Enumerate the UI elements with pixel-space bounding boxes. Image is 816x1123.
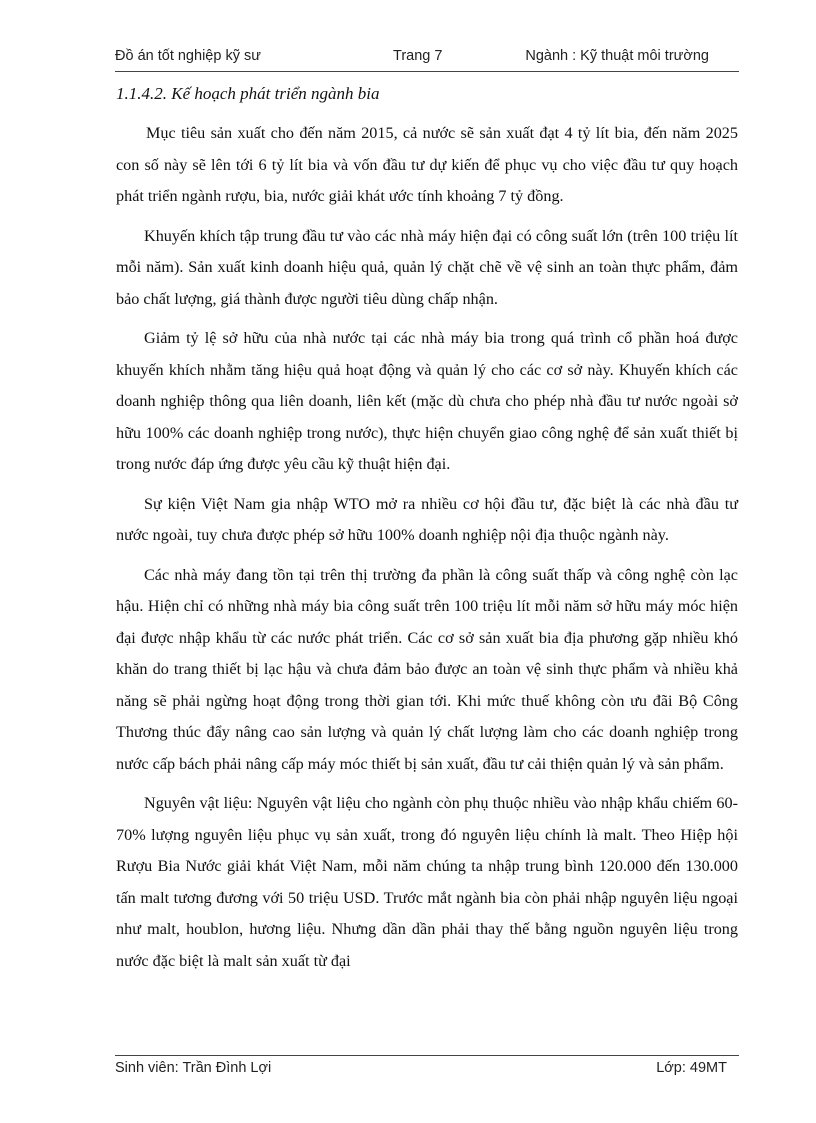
page-header [115, 48, 739, 70]
page-footer [115, 1060, 739, 1082]
header-page-number: Trang 7 [393, 48, 443, 64]
document-body [116, 118, 738, 985]
paragraph: Sự kiện Việt Nam gia nhập WTO mở ra nhiều cơ hội đầu tư, đặc biệt là các nhà đầu tư nước ngoài, tuy chưa được phép sở hữu 100% doanh nghiệp nội địa thuộc ngành này. [116, 494, 738, 544]
footer-student-name: Sinh viên: Trần Đình Lợi [115, 1060, 272, 1076]
paragraph: Nguyên vật liệu: Nguyên vật liệu cho ngành còn phụ thuộc nhiều vào nhập khẩu chiếm 60-70% lượng nguyên liệu phục vụ sản xuất, trong đó nguyên liệu chính là malt. Theo Hiệp hội Rượu Bia Nước giải khát Việt Nam, mỗi năm chúng ta nhập trung bình 120.000 đến 130.000 tấn malt tương đương với 50 triệu USD. Trước mắt ngành bia còn phải nhập nguyên liệu ngoại như malt, houblon, hương liệu. Nhưng dần dần phải thay thế bằng nguồn nguyên liệu trong nước đặc biệt là malt sản xuất từ đại [116, 794, 738, 970]
paragraph: Mục tiêu sản xuất cho đến năm 2015, cả nước sẽ sản xuất đạt 4 tỷ lít bia, đến năm 2025 con số này sẽ lên tới 6 tỷ lít bia và vốn đầu tư dự kiến để phục vụ cho việc đầu tư quy hoạch phát triển ngành rượu, bia, nước giải khát ước tính khoảng 7 tỷ đồng. [116, 124, 738, 205]
section-title: 1.1.4.2. Kế hoạch phát triển ngành bia [116, 84, 380, 103]
paragraph: Các nhà máy đang tồn tại trên thị trường đa phần là công suất thấp và công nghệ còn lạc hậu. Hiện chỉ có những nhà máy bia công suất trên 100 triệu lít mỗi năm sở hữu máy móc hiện đại được nhập khẩu từ các nước phát triển. Các cơ sở sản xuất bia địa phương gặp nhiều khó khăn do trang thiết bị lạc hậu và chưa đảm bảo được an toàn vệ sinh thực phẩm và nhiều khả năng sẽ phải ngừng hoạt động trong thời gian tới. Khi mức thuế không còn ưu đãi Bộ Công Thương thúc đẩy nâng cao sản lượng và quản lý chất lượng làm cho các doanh nghiệp trong nước cấp bách phải nâng cấp máy móc thiết bị sản xuất, đầu tư cải thiện quản lý và sản phẩm. [116, 565, 738, 773]
paragraph: Giảm tỷ lệ sở hữu của nhà nước tại các nhà máy bia trong quá trình cổ phần hoá được khuyến khích nhằm tăng hiệu quả hoạt động và quản lý cho các cơ sở này. Khuyến khích các doanh nghiệp thông qua liên doanh, liên kết (mặc dù chưa cho phép nhà đầu tư nước ngoài sở hữu 100% các doanh nghiệp trong nước), thực hiện chuyển giao công nghệ để sản xuất thiết bị trong nước đáp ứng được yêu cầu kỹ thuật hiện đại. [116, 329, 738, 473]
footer-divider [115, 1055, 739, 1056]
paragraph: Khuyến khích tập trung đầu tư vào các nhà máy hiện đại có công suất lớn (trên 100 triệu lít mỗi năm). Sản xuất kinh doanh hiệu quả, quản lý chặt chẽ về vệ sinh an toàn thực phẩm, đảm bảo chất lượng, giá thành được người tiêu dùng chấp nhận. [116, 226, 738, 308]
header-divider [115, 71, 739, 72]
header-thesis-label: Đồ án tốt nghiệp kỹ sư [115, 48, 261, 64]
footer-class-label: Lớp: 49MT [656, 1060, 727, 1076]
header-major-label: Ngành : Kỹ thuật môi trường [525, 48, 709, 64]
